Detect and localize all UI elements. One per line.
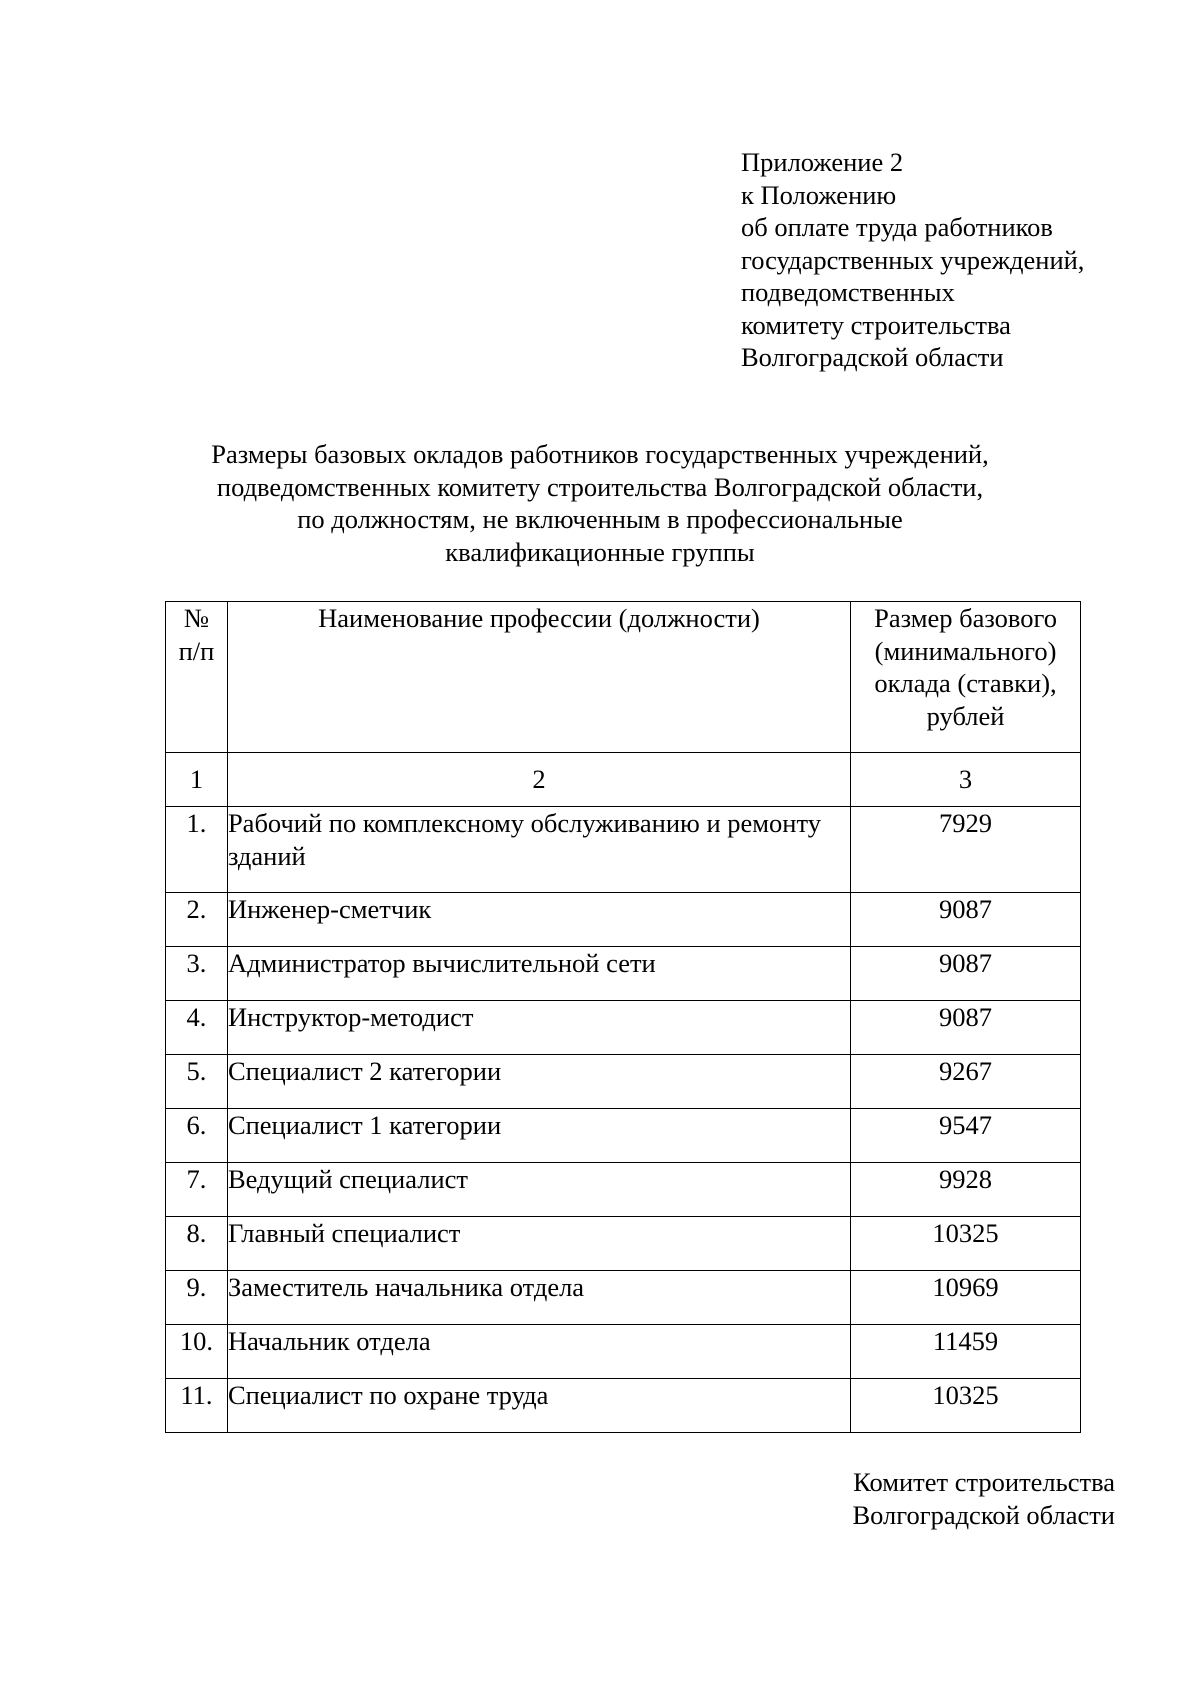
base-salary-value: 7929 [851, 807, 1081, 893]
table-row [166, 1109, 1081, 1163]
position-name: Ведущий специалист [227, 1163, 850, 1217]
position-name: Рабочий по комплексному обслуживанию и ремонту зданий [227, 807, 850, 893]
header-number [166, 602, 228, 753]
row-number: 6. [166, 1109, 228, 1163]
position-name: Специалист 2 категории [227, 1055, 850, 1109]
column-index: 1 [166, 753, 228, 807]
title-line: Размеры базовых окладов работников государственных учреждений, [211, 439, 989, 469]
position-name: Администратор вычислительной сети [227, 947, 850, 1001]
position-name: Начальник отдела [227, 1325, 850, 1379]
table-row [166, 947, 1081, 1001]
base-salary-value: 10969 [851, 1271, 1081, 1325]
header-salary-line: рублей [926, 700, 1005, 731]
table-row [166, 1271, 1081, 1325]
header-position-name: Наименование профессии (должности) [227, 602, 850, 753]
header-salary-line: (минимального) [874, 635, 1057, 666]
title-line: подведомственных комитету строительства Волгоградской области, [216, 471, 984, 502]
appendix-line: подведомственных [741, 277, 955, 307]
header-number-line: № [183, 603, 210, 633]
appendix-line: к Положению [741, 179, 897, 210]
appendix-line: Волгоградской области [741, 342, 1004, 372]
row-number: 11. [166, 1379, 228, 1433]
row-number: 2. [166, 893, 228, 947]
appendix-line: комитету строительства [741, 309, 1011, 340]
appendix-note [741, 146, 1084, 374]
position-name: Заместитель начальника отдела [227, 1271, 850, 1325]
header-salary-line: оклада (ставки), [874, 668, 1057, 698]
signature-line: Комитет строительства [853, 1467, 1115, 1497]
row-number: 1. [166, 807, 228, 893]
position-name: Инженер-сметчик [227, 893, 850, 947]
header-number-line: п/п [178, 635, 215, 666]
base-salary-value: 10325 [851, 1217, 1081, 1271]
table-row [166, 807, 1081, 893]
table-header-row [166, 602, 1081, 753]
appendix-line: государственных учреждений, [741, 244, 1085, 275]
position-name: Главный специалист [227, 1217, 850, 1271]
position-name: Специалист 1 категории [227, 1109, 850, 1163]
row-number: 3. [166, 947, 228, 1001]
base-salary-value: 10325 [851, 1379, 1081, 1433]
header-base-salary [851, 602, 1081, 753]
title-line: по должностям, не включенным в профессиональные [297, 504, 903, 534]
appendix-line: Приложение 2 [741, 147, 904, 177]
table-row [166, 1001, 1081, 1055]
column-index: 2 [227, 753, 850, 807]
base-salary-value: 9547 [851, 1109, 1081, 1163]
row-number: 5. [166, 1055, 228, 1109]
position-name: Инструктор-методист [227, 1001, 850, 1055]
column-index-row [166, 753, 1081, 807]
row-number: 8. [166, 1217, 228, 1271]
column-index: 3 [851, 753, 1081, 807]
document-title [150, 438, 1050, 568]
table-row [166, 1379, 1081, 1433]
signature-line: Волгоградской области [852, 1499, 1115, 1530]
salary-table [165, 601, 1081, 1433]
row-number: 10. [166, 1325, 228, 1379]
base-salary-value: 9267 [851, 1055, 1081, 1109]
table-row [166, 1055, 1081, 1109]
table-row [166, 1217, 1081, 1271]
base-salary-value: 9928 [851, 1163, 1081, 1217]
row-number: 7. [166, 1163, 228, 1217]
table-row [166, 893, 1081, 947]
appendix-line: об оплате труда работников [741, 212, 1053, 242]
header-salary-line: Размер базового [874, 603, 1057, 633]
base-salary-value: 9087 [851, 893, 1081, 947]
base-salary-value: 9087 [851, 947, 1081, 1001]
table-row [166, 1325, 1081, 1379]
position-name: Специалист по охране труда [227, 1379, 850, 1433]
table-row [166, 1163, 1081, 1217]
row-number: 4. [166, 1001, 228, 1055]
base-salary-value: 11459 [851, 1325, 1081, 1379]
base-salary-value: 9087 [851, 1001, 1081, 1055]
signature-block [852, 1466, 1115, 1531]
row-number: 9. [166, 1271, 228, 1325]
title-line: квалификационные группы [445, 536, 755, 567]
